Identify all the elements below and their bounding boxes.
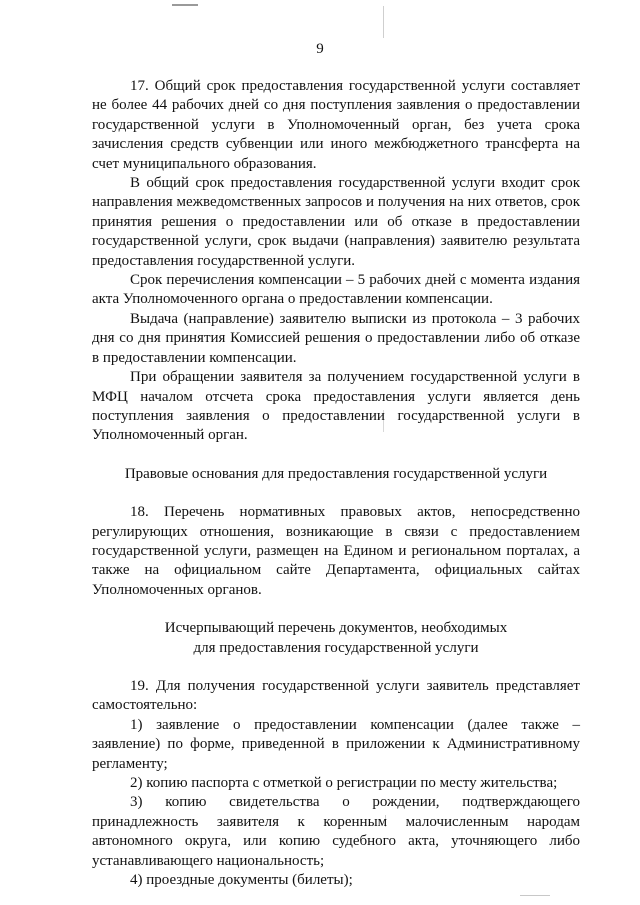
heading-documents-line2: для предоставления государственной услуги bbox=[193, 639, 479, 656]
paragraph-17-transfer-term: Срок перечисления компенсации – 5 рабочих дней с момента издания акта Уполномоченного органа о предоставлении компенсации. bbox=[92, 272, 580, 308]
paragraph-17-mfc: При обращении заявителя за получением государственной услуги в МФЦ началом отсчета срока предоставления услуги является день поступления заявления о предоставлении государственной услуги в Уполномоченный орган. bbox=[92, 369, 580, 444]
scan-mark-center-top bbox=[383, 6, 384, 38]
list-item-birth-certificate: 3) копию свидетельства о рождении, подтверждающего принадлежность заявителя к коренным малочисленным народам автономного округа, или копию судебного акта, уточняющего либо устанавливающего национальность; bbox=[92, 794, 580, 869]
scan-mark-top bbox=[172, 4, 198, 6]
list-item-application: 1) заявление о предоставлении компенсации (далее также – заявление) по форме, приведенной в приложении к Административному регламенту; bbox=[92, 716, 580, 772]
paragraph-19-intro: 19. Для получения государственной услуги заявитель представляет самостоятельно: bbox=[92, 677, 580, 714]
heading-legal-basis: Правовые основания для предоставления государственной услуги bbox=[124, 465, 548, 482]
paragraph-17-term: 17. Общий срок предоставления государственной услуги составляет не более 44 рабочих дней со дня поступления заявления о предоставлении государственной услуги в Уполномоченный орган, без учета срока зачисления средств субвенции или иного межбюджетного трансферта на счет муниципального образования. bbox=[92, 78, 580, 172]
page-number: 9 bbox=[316, 41, 324, 57]
heading-documents-line1: Исчерпывающий перечень документов, необходимых bbox=[164, 620, 508, 637]
paragraph-17-extract-term: Выдача (направление) заявителю выписки из протокола – 3 рабочих дня со дня принятия Комиссией решения о предоставлении либо об отказе в предоставлении компенсации. bbox=[92, 310, 580, 366]
document-body bbox=[92, 77, 580, 890]
list-item-tickets: 4) проездные документы (билеты); bbox=[130, 872, 353, 889]
paragraph-18: 18. Перечень нормативных правовых актов, непосредственно регулирующих отношения, возникающие в связи с предоставлением государственной услуги, размещен на Едином и региональном порталах, а также на официальном сайте Департамента, официальных сайтах Уполномоченных органов. bbox=[92, 504, 580, 598]
paragraph-17-total-term: В общий срок предоставления государственной услуги входит срок направления межведомственных запросов и получения на них ответов, срок принятия решения о предоставлении или об отказе в предоставлении государственной услуги, срок выдачи (направления) заявителю результата предоставления государственной услуги. bbox=[92, 175, 580, 269]
list-item-passport: 2) копию паспорта с отметкой о регистрации по месту жительства; bbox=[130, 775, 558, 791]
scan-mark-bottom-right bbox=[520, 895, 550, 896]
heading-documents bbox=[92, 619, 580, 658]
